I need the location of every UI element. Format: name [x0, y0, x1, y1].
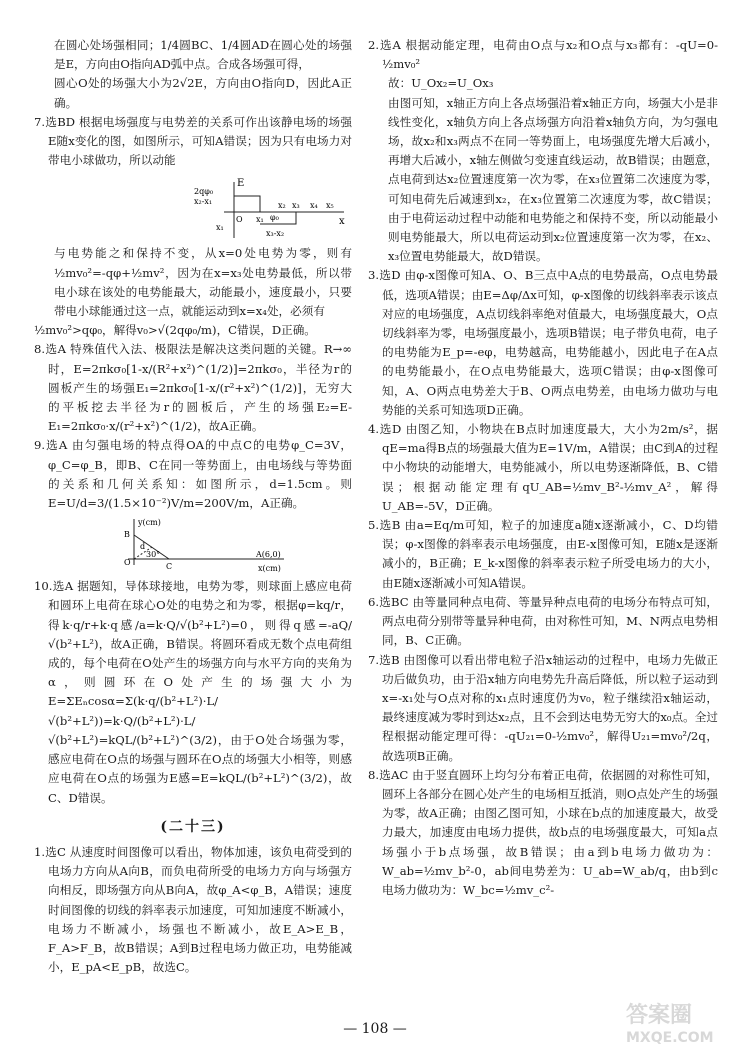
paragraph: ½mv₀²>qφ₀，解得v₀>√(2qφ₀/m)，C错误，D正确。 [34, 323, 316, 338]
answer-10: 10.选A 据题知，导体球接地，电势为零，则球面上感应电荷和圆环上电荷在球心O处的电势之和为零，根据φ=kq/r，得k·q/r+k·q感/a=k·Q/√(b²+L²)=0，则得q感=-aQ/√(b²+L²)，故A正确，B错误。将圆环看成无数个点电荷组成的，每个电荷在O处产生的场强方向与水平方向的夹角为α，则圆环在O处产生的场强大小为E=ΣEₙcosα=Σ(k·q/(b²+L²)·L/√(b²+L²))=k·Q/(b²+L²)·L/√(b²+L²)=kQL/(b²+L²)^(3/2)，由于O处合场强为零，感应电荷在O点的场强与圆环在O点的场强大小相等，则感应电荷在O点的场强为E感=E=kQL/(b²+L²)^(3/2)，故C、D错误。 [34, 579, 352, 805]
under-label: x₃-x₂ [266, 229, 285, 239]
point-c: C [166, 562, 173, 572]
y-bot-label: x₂-x₁ [194, 197, 213, 207]
tick-x4: x₄ [310, 201, 318, 211]
answer-1: 1.选C 从速度时间图像可以看出，物体加速，该负电荷受到的电场力方向从A向B，而负电荷所受的电场力方向与场强方向相反，即场强方向从B向A，故φ_A<φ_B，A错误；速度时间图像的切线的斜率表示加速度，可知加速度不断减小，电场力不断减小，场强也不断减小，故E_A>E_B，F_A>F_B，故B错误；A到B过程电场力做正功，电势能减小，E_pA<E_pB，故选C。 [34, 844, 352, 975]
tick-x3: x₃ [292, 201, 300, 211]
right-column [368, 36, 718, 900]
y-neg-label: x₁ [216, 223, 224, 233]
answer-8: 8.选AC 由于竖直圆环上均匀分布着正电荷，依据圆的对称性可知，圆环上各部分在圆心处产生的电场相互抵消，则O点处产生的场强为零，故A正确；由图乙图可知，小球在b点的加速度最大，故受力最大，加速度由电场力提供，故b点的电场强度最大，可知a点场强小于b点场强，故B错误；由a到b电场力做功为：W_ab=½mv_b²-0，ab间电势差为：U_ab=W_ab/q，由b到c电场力做功为：W_bc=½mv_c²- [368, 767, 718, 897]
watermark-bottom: MXQE.COM [626, 1030, 714, 1046]
paragraph: 圆心O处的场强大小为2√2E，方向由O指向D，因此A正确。 [54, 76, 352, 110]
distance-label: d [140, 542, 146, 552]
answer-4: 4.选D 由图乙知，小物块在B点时加速度最大，大小为2m/s²，据qE=ma得B点的场强最大值为E=1V/m，A错误；由C到A的过程中小物块的动能增大，电势能减小，所以电势逐渐降低，B、C错误；根据动能定理有qU_AB=½mv_B²-½mv_A²，解得U_AB=-5V，D正确。 [368, 422, 718, 513]
tick-x5: x₅ [326, 201, 334, 211]
answer-3: 3.选D 由φ-x图像可知A、O、B三点中A点的电势最高，O点电势最低，选项A错误；由E=Δφ/Δx可知，φ-x图像的切线斜率表示该点对应的电场强度，A点切线斜率绝对值最大，电场强度最大，O点切线斜率为零，电场强度最小，选项B错误；电子带负电荷，电子的电势能为E_p=-eφ，电势越高，电势能越小，因此电子在A点的电势能最小，在O点电势能最大，选项C错误；由φ-x图像可知，A、O两点电势差大于B、O两点电势差，由电场力做功与电势能的关系可知选项D正确。 [368, 268, 718, 417]
paragraph: 与电势能之和保持不变，从x=0处电势为零，则有½mv₀²=-qφ+½mv²，因为在x=x₃处电势最低，所以带电小球在该处的电势能最大，动能最小，速度最小，只要带电小球能通过这一点，就能运动到x=x₄处，必须有 [54, 246, 352, 319]
mid-label: φ₀ [270, 213, 279, 223]
figure-9 [34, 515, 352, 575]
answer-7: 7.选BD 根据电场强度与电势差的关系可作出该静电场的场强E随x变化的图，如图所示，可知A错误；因为只有电场力对带电小球做功，所以动能 [34, 114, 352, 168]
paragraph: 在圆心处场强相同；1/4圆BC、1/4圆AD在圆心处的场强是E，方向由O指向AD弧中点。合成各场强可得， [54, 38, 352, 72]
watermark-top: 答案圈 [626, 1003, 693, 1028]
tick-o: O [236, 215, 243, 225]
point-a: A(6,0) [256, 550, 281, 560]
watermark-logo [622, 996, 724, 1048]
e-axis-label: E [237, 178, 245, 190]
answer-9: 9.选A 由匀强电场的特点得OA的中点C的电势φ_C=3V，φ_C=φ_B，即B、C在同一等势面上，由电场线与等势面的关系和几何关系知：如图所示，d=1.5cm。则E=U/d=3/(1.5×10⁻²)V/m=200V/m，A正确。 [34, 438, 352, 511]
answer-8: 8.选A 特殊值代入法、极限法是解决这类问题的关键。R→∞时，E=2πkσ₀[1-x/(R²+x²)^(1/2)]=2πkσ₀，半径为r的圆板产生的场强E₁=2πkσ₀[1-x/(r²+x²)^(1/2)]，无穷大的平板挖去半径为r的圆板后，产生的场强E₂=E-E₁=2πkσ₀·x/(r²+x²)^(1/2)，故A正确。 [34, 342, 352, 434]
angle-label: 30° [146, 550, 161, 560]
y-top-label: 2qφ₀ [194, 187, 214, 197]
paragraph: 故：U_Ox₂=U_Ox₃ [388, 76, 494, 91]
answer-7: 7.选B 由图像可以看出带电粒子沿x轴运动的过程中，电场力先做正功后做负功，由于沿x轴方向电势先升高后降低，所以粒子运动到x=-x₁处与O点对称的x₁点时速度仍为v₀，粒子继续沿x轴运动，最终速度减为零时到达x₂点，且不会到达电势无穷大的x₀点。全过程根据动能定理可得：-qU₂₁=0-½mv₀²，解得U₂₁=mv₀²/2q，故选项B正确。 [368, 652, 718, 763]
x-axis-label: x(cm) [258, 564, 281, 574]
page-number: — 108 — [343, 1021, 407, 1037]
tick-x2: x₂ [278, 201, 286, 211]
paragraph: 由图可知，x轴正方向上各点场强沿着x轴正方向，场强大小是非线性变化，x轴负方向上各点场强方向沿着x轴负方向，为匀强电场，故x₂和x₃两点不在同一等势面上，电场强度先增大后减小，再增大后减小，x轴左侧做匀变速直线运动，故B错误；由题意，点电荷到达x₂位置速度第一次为零，在x₃位置第二次速度为零，可知电荷先后减速到x₂，在x₃位置第二次速度为零，故C错误；由于电荷运动过程中动能和电势能之和保持不变，所以动能最小则电势能最大，所以电荷运动到x₂位置速度第一次为零，在x₂、x₃位置电势能最大，故D错误。 [388, 95, 718, 264]
answer-5: 5.选B 由a=Eq/m可知，粒子的加速度a随x逐渐减小，C、D均错误；φ-x图像的斜率表示电场强度，由E-x图像可知，E随x是逐渐减小的，B正确；E_k-x图像的斜率表示粒子所受电场力的大小，由E随x逐渐减小可知A错误。 [368, 518, 718, 590]
point-o: O [124, 558, 131, 568]
coordinate-figure [34, 515, 352, 575]
e-x-graph [34, 172, 352, 242]
answer-6: 6.选BC 由等量同种点电荷、等量异种点电荷的电场分布特点可知，两点电荷分别带等量异种电荷，由对称性可知，M、N两点电势相同，B、C正确。 [368, 594, 718, 648]
section-title: (二十三) [160, 818, 226, 835]
y-axis-label: y(cm) [138, 518, 161, 528]
x-axis-label: x [339, 216, 345, 228]
figure-7 [34, 172, 352, 242]
tick-x1: x₁ [256, 215, 264, 225]
left-column [34, 36, 352, 977]
answer-2: 2.选A 根据动能定理，电荷由O点与x₂和O点与x₃都有：-qU=0-½mv₀² [368, 38, 718, 72]
point-b: B [124, 530, 130, 540]
